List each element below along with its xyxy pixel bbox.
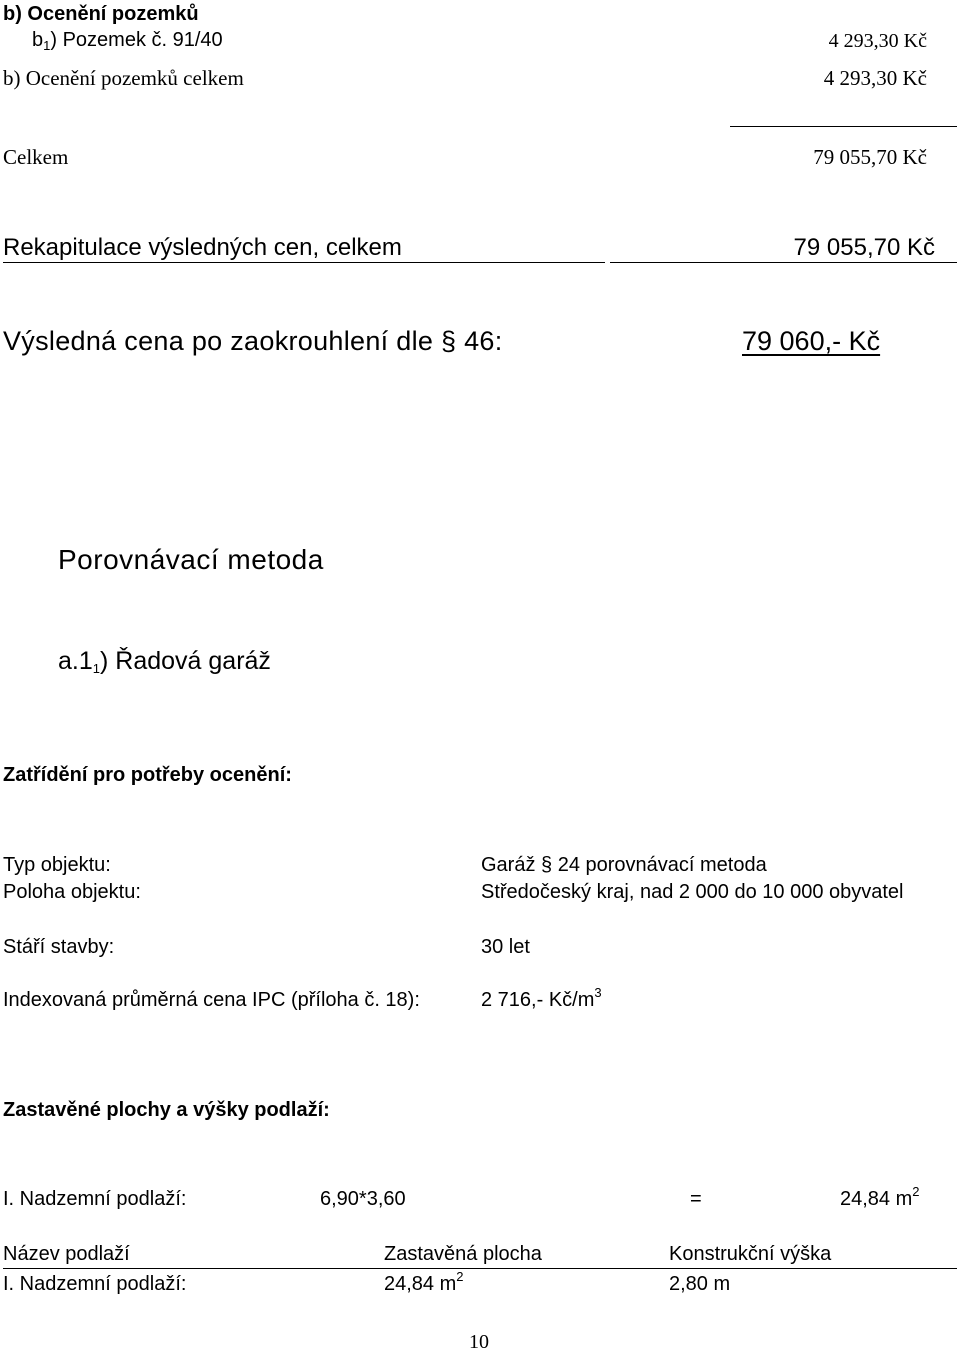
land-total-value: 4 293,30 Kč [823, 66, 927, 90]
recap-line-left [3, 262, 605, 263]
object-type-label: Typ objektu: [3, 854, 111, 876]
recap-label: Rekapitulace výsledných cen, celkem [3, 234, 402, 261]
recap-line-right [610, 262, 957, 263]
classification-heading: Zatřídění pro potřeby ocenění: [3, 764, 292, 786]
item-title: $a.1_1$) Řadová garáž [58, 647, 271, 676]
floor-calc-eq: = [690, 1188, 702, 1210]
celkem-value: 79 055,70 Kč [813, 145, 927, 169]
total-separator-line [730, 126, 957, 127]
final-price-label: Výsledná cena po zaokrouhlení dle § 46: [3, 326, 503, 356]
land-total-label: b) Ocenění pozemků celkem [3, 66, 244, 90]
recap-value: 79 055,70 Kč [793, 234, 935, 261]
ipc-label: Indexovaná průměrná cena IPC (příloha č. 18): [3, 989, 420, 1011]
building-age-label: Stáří stavby: [3, 936, 115, 958]
table-header-line [3, 1268, 957, 1269]
table-header-name: Název podlaží [3, 1243, 130, 1265]
land-item-label: $b_1$) Pozemek č. 91/40 [32, 29, 223, 53]
floor-calc-result: 24,84 $m^2$ [840, 1184, 920, 1210]
object-location-label: Poloha objektu: [3, 881, 141, 903]
floors-heading: Zastavěné plochy a výšky podlaží: [3, 1099, 330, 1121]
land-item-value: 4 293,30 Kč [828, 30, 927, 52]
object-location-value: Středočeský kraj, nad 2 000 do 10 000 obyvatel [481, 881, 904, 903]
table-row-name: I. Nadzemní podlaží: [3, 1273, 187, 1295]
section-title: Porovnávací metoda [58, 544, 324, 575]
table-row-area: 24,84 $m^2$ [384, 1269, 464, 1295]
object-type-value: Garáž § 24 porovnávací metoda [481, 854, 767, 876]
floor-calc-label: I. Nadzemní podlaží: [3, 1188, 187, 1210]
building-age-value: 30 let [481, 936, 530, 958]
table-header-area: Zastavěná plocha [384, 1243, 542, 1265]
table-header-height: Konstrukční výška [669, 1243, 832, 1265]
floor-calc-formula: 6,90*3,60 [320, 1188, 406, 1210]
land-heading: b) Ocenění pozemků [3, 3, 199, 25]
celkem-label: Celkem [3, 145, 69, 169]
ipc-value: 2 716,- $Kč/m^3$ [481, 985, 602, 1011]
page-number: 10 [469, 1331, 489, 1353]
final-price-value: 79 060,- Kč [742, 326, 881, 356]
table-row-height: 2,80 m [669, 1273, 731, 1295]
